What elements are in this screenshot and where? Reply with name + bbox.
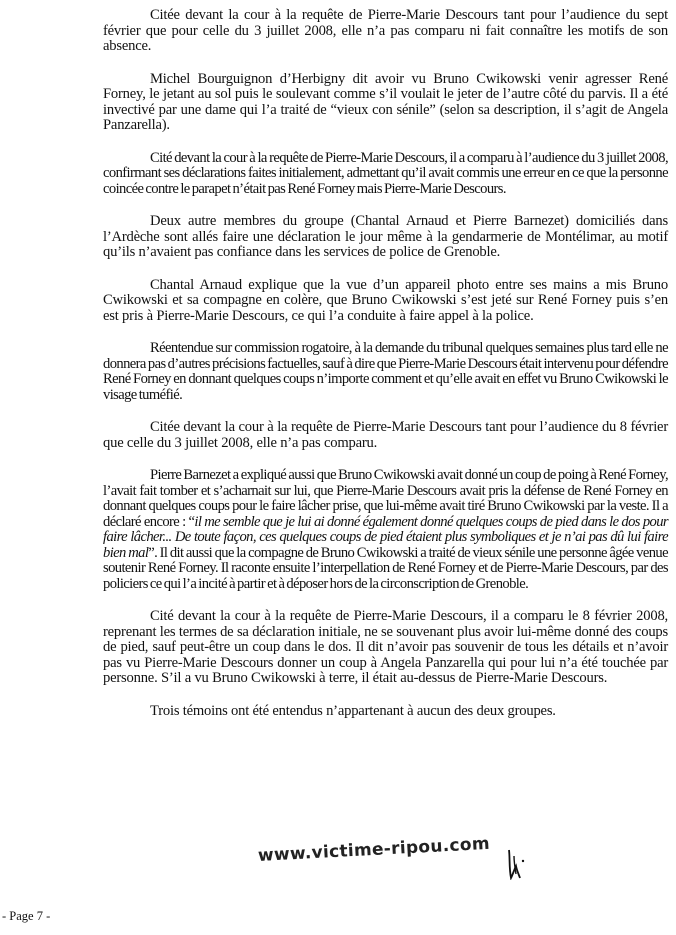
quoted-testimony: il me semble que je lui ai donné également donné quelques coups de pied dans le dos pour faire lâcher... De toute façon, ces quelques coups de pied étaient plus symboliques et je n’ai pas dû lui faire bien mal (103, 513, 668, 561)
document-body (103, 8, 668, 736)
paragraph: Chantal Arnaud explique que la vue d’un appareil photo entre ses mains a mis Bruno Cwikowski et sa compagne en colère, que Bruno Cwikowski s’est jeté sur René Forney puis s’en est pris à Pierre-Marie Descours, ce qui l’a conduite à faire appel à la police. (103, 276, 668, 324)
watermark: www.victime-ripou.com (257, 833, 491, 866)
paragraph: Michel Bourguignon d’Herbigny dit avoir vu Bruno Cwikowski venir agresser René Forney, le jetant au sol puis le soulevant comme s’il voulait le jeter de l’autre côté du parvis. Il a été invectivé par une dame qui l’a traité de “vieux con sénile” (selon sa description, il s’agit de Angela Panzarella). (103, 70, 668, 133)
signature-initials (505, 848, 527, 880)
paragraph-text: ”. Il dit aussi que la compagne de Bruno Cwikowski a traité de vieux sénile une personne âgée venue soutenir René Forney. Il raconte ensuite l’interpellation de René Forney et de Pierre-Marie Descours, par des policiers ce qui l’a incité à partir et à déposer hors de la circonscription de Grenoble. (103, 544, 668, 592)
paragraph: Cité devant la cour à la requête de Pierre-Marie Descours, il a comparu le 8 février 2008, reprenant les termes de sa déclaration initiale, ne se souvenant plus avoir lui-même donné des coups de pied, sauf peut-être un coup dans le dos. Il dit n’avoir pas souvenir de tous les détails et n’avoir pas vu Pierre-Marie Descours donner un coup à Angela Panzarella qui pour lui n’a été touchée par personne. S’il a vu Bruno Cwikowski à terre, il était au-dessus de Pierre-Marie Descours. (103, 608, 668, 686)
paragraph: Citée devant la cour à la requête de Pierre-Marie Descours tant pour l’audience du sept février que pour celle du 3 juillet 2008, elle n’a pas comparu ni fait connaître les motifs de son absence. (103, 7, 668, 54)
paragraph: Cité devant la cour à la requête de Pierre-Marie Descours, il a comparu à l’audience du 3 juillet 2008, confirmant ses déclarations faites initialement, admettant qu’il avait commis une erreur en ce que la personne coincée contre le parapet n’était pas René Forney mais Pierre-Marie Descours. (103, 149, 668, 197)
closing-paragraph: Trois témoins ont été entendus n’appartenant à aucun des deux groupes. (150, 702, 556, 719)
paragraph: Réentendue sur commission rogatoire, à la demande du tribunal quelques semaines plus tard elle ne donnera pas d’autres précisions factuelles, sauf à dire que Pierre-Marie Descours était intervenu pour défendre René Forney en donnant quelques coups n’importe comment et qu’elle avait en effet vu Bruno Cwikowski le visage tuméfié. (103, 340, 668, 403)
paragraph-text: Pierre Barnezet a expliqué aussi que Bruno Cwikowski avait donné un coup de poing à René Forney, l’avait fait tomber et s’acharnait sur lui, que Pierre-Marie Descours avait pris la défense de René Forney en donnant quelques coups pour le faire lâcher prise, que lui-même avait tiré Bruno Cwikowski par la veste. Il a déclaré encore : “ (103, 467, 668, 530)
paragraph-barnezet (103, 468, 668, 592)
paragraph: Citée devant la cour à la requête de Pierre-Marie Descours tant pour l’audience du 8 février que celle du 3 juillet 2008, elle n’a pas comparu. (103, 419, 668, 451)
page-number: - Page 7 - (2, 909, 51, 923)
paragraph: Deux autre membres du groupe (Chantal Arnaud et Pierre Barnezet) domiciliés dans l’Ardèche sont allés faire une déclaration le jour même à la gendarmerie de Montélimar, au motif qu’ils n’avaient pas confiance dans les services de police de Grenoble. (103, 213, 668, 260)
